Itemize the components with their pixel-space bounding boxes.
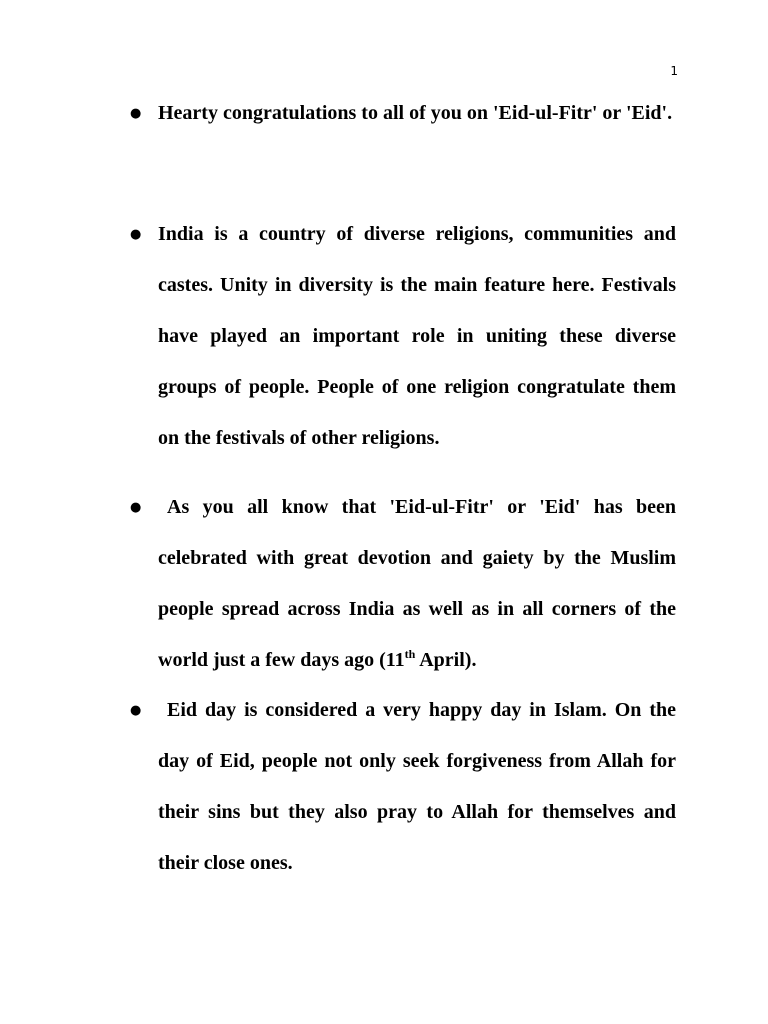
- celebration-text: As you all know that 'Eid-ul-Fitr' or 'Eid' has been celebrated with great devotion and gaiety by the Muslim people spread across India as well as in all corners of the world just a few days ago (11: [158, 496, 676, 671]
- paragraph-unity-in-diversity: India is a country of diverse religions, communities and castes. Unity in diversity is the main feature here. Festivals have played an important role in uniting these diverse groups of people. People of one religion congratulate them on the festivals of other religions.: [158, 223, 676, 449]
- paragraph-eid-celebration: [158, 482, 676, 686]
- paragraph-eid-significance: [158, 685, 676, 889]
- list-item: [130, 482, 676, 686]
- bullet-icon: ●: [130, 227, 142, 242]
- bullet-icon: ●: [130, 106, 142, 121]
- celebration-date-end: April).: [415, 649, 477, 671]
- paragraph-eid-greeting: Hearty congratulations to all of you on 'Eid-ul-Fitr' or 'Eid'.: [158, 102, 673, 124]
- significance-text: Eid day is considered a very happy day in Islam. On the day of Eid, people not only seek forgiveness from Allah for their sins but they also pray to Allah for themselves and their close ones.: [158, 699, 676, 874]
- bullet-icon: ●: [130, 500, 142, 515]
- list-item: [130, 209, 676, 464]
- list-item: [130, 88, 676, 139]
- bullet-icon: ●: [130, 703, 142, 718]
- list-item: [130, 685, 676, 889]
- ordinal-suffix: th: [404, 647, 416, 661]
- page-number: 1: [670, 64, 678, 78]
